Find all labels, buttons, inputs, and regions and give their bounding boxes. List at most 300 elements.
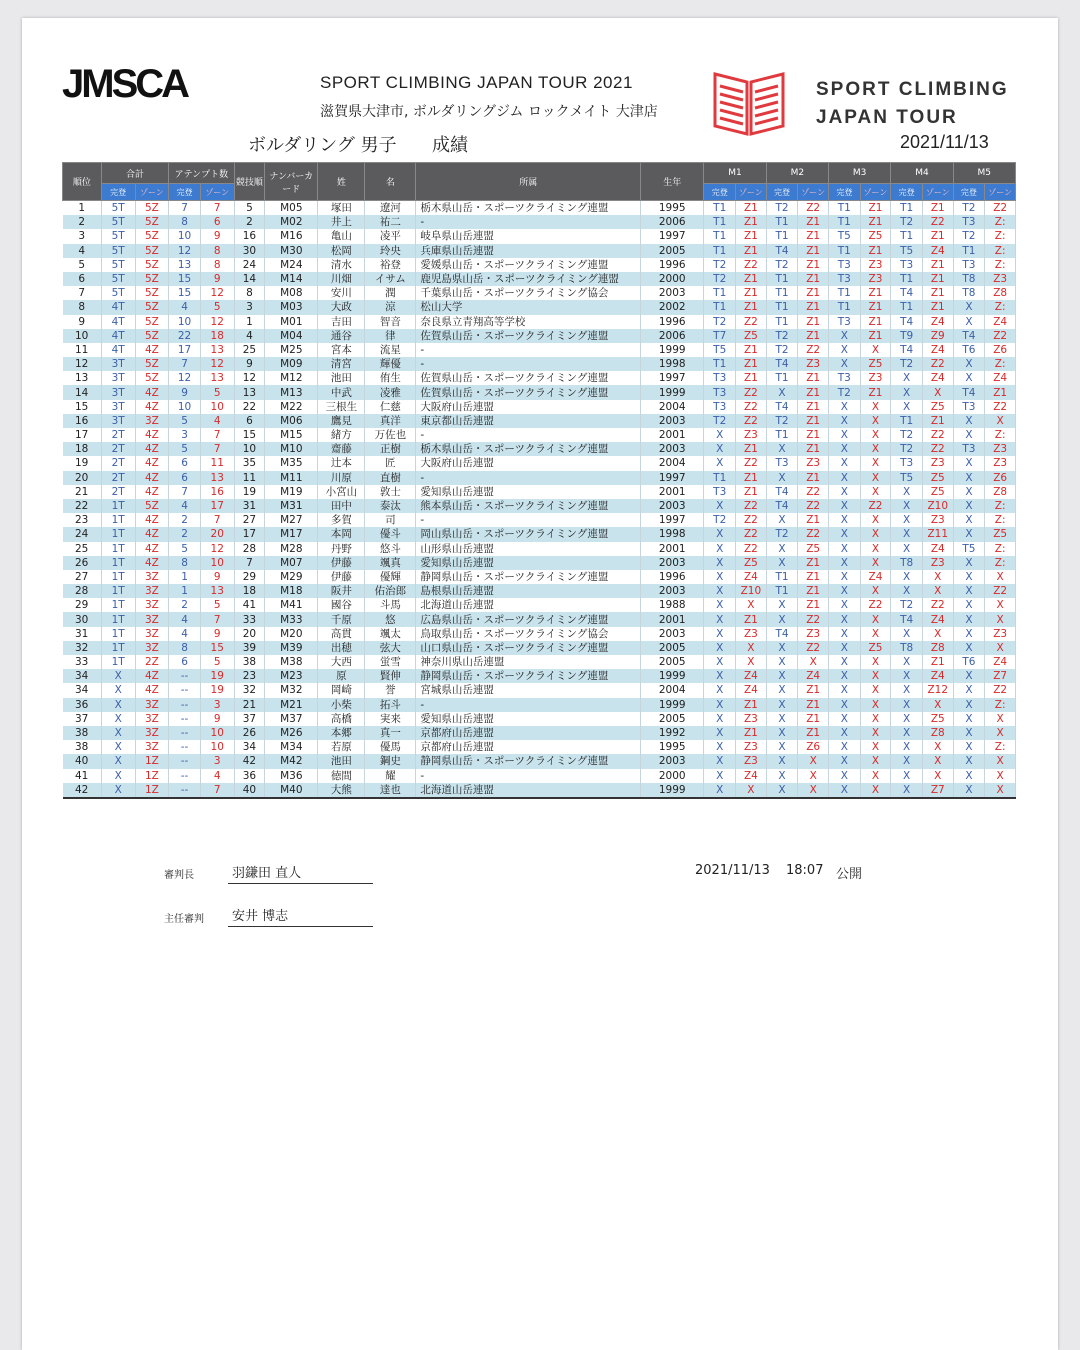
cell-total-top: 4T	[101, 315, 135, 329]
cell-first-name: 輝優	[365, 357, 416, 371]
cell-first-name: 悠斗	[365, 542, 416, 556]
cell-attempts-top: 2	[169, 598, 201, 612]
cell-m4-top: X	[891, 584, 923, 598]
cell-number-card: M16	[265, 229, 318, 243]
cell-m5-top: T8	[953, 286, 985, 300]
cell-m3-top: X	[829, 612, 861, 626]
table-row	[63, 584, 1016, 598]
head-judge-name: 安井 博志	[232, 909, 289, 924]
cell-total-zone: 3Z	[135, 627, 169, 641]
cell-last-name: 高橋	[318, 712, 365, 726]
col-m4: M4	[891, 163, 953, 184]
cell-m5-zone: Z4	[985, 655, 1016, 669]
cell-order: 18	[234, 584, 265, 598]
cell-rank: 24	[63, 527, 102, 541]
cell-m4-top: X	[891, 385, 923, 399]
cell-affiliation: -	[416, 215, 641, 229]
cell-m5-top: X	[953, 726, 985, 740]
cell-attempts-top: 2	[169, 527, 201, 541]
cell-m1-top: X	[704, 783, 736, 798]
cell-m4-zone: Z4	[922, 612, 953, 626]
cell-first-name: 佑治郎	[365, 584, 416, 598]
cell-affiliation: -	[416, 769, 641, 783]
cell-m5-top: X	[953, 499, 985, 513]
cell-m4-top: T5	[891, 244, 923, 258]
cell-attempts-top: 8	[169, 641, 201, 655]
table-row	[63, 698, 1016, 712]
table-row	[63, 244, 1016, 258]
cell-first-name: 悠	[365, 612, 416, 626]
cell-attempts-zone: 12	[200, 286, 234, 300]
cell-m2-top: T1	[766, 315, 798, 329]
cell-first-name: 遼河	[365, 201, 416, 216]
cell-m2-top: T1	[766, 286, 798, 300]
table-row	[63, 286, 1016, 300]
cell-birth-year: 2000	[641, 769, 704, 783]
cell-m5-top: X	[953, 428, 985, 442]
cell-m4-zone: X	[922, 698, 953, 712]
cell-m5-top: X	[953, 414, 985, 428]
cell-m1-top: X	[704, 598, 736, 612]
cell-attempts-zone: 5	[200, 655, 234, 669]
cell-m1-top: T3	[704, 400, 736, 414]
cell-m2-top: T2	[766, 343, 798, 357]
cell-total-top: 1T	[101, 655, 135, 669]
cell-m1-zone: Z3	[736, 740, 767, 754]
cell-m3-zone: X	[860, 683, 891, 697]
cell-number-card: M18	[265, 584, 318, 598]
cell-m3-zone: X	[860, 485, 891, 499]
cell-m1-top: X	[704, 499, 736, 513]
cell-rank: 41	[63, 769, 102, 783]
cell-m1-zone: Z5	[736, 329, 767, 343]
cell-m5-zone: Z:	[985, 258, 1016, 272]
table-row	[63, 783, 1016, 798]
cell-rank: 25	[63, 542, 102, 556]
cell-m5-top: X	[953, 371, 985, 385]
cell-rank: 19	[63, 456, 102, 470]
cell-m5-top: T5	[953, 542, 985, 556]
cell-m3-top: X	[829, 698, 861, 712]
cell-m5-zone: Z8	[985, 485, 1016, 499]
cell-m5-zone: Z7	[985, 669, 1016, 683]
col-m1: M1	[704, 163, 766, 184]
cell-total-zone: 4Z	[135, 428, 169, 442]
cell-m4-zone: Z3	[922, 513, 953, 527]
cell-first-name: 真洋	[365, 414, 416, 428]
cell-order: 12	[234, 371, 265, 385]
cell-first-name: 拓斗	[365, 698, 416, 712]
cell-m5-top: T8	[953, 272, 985, 286]
cell-rank: 3	[63, 229, 102, 243]
table-row	[63, 201, 1016, 216]
cell-m3-zone: X	[860, 612, 891, 626]
cell-birth-year: 2003	[641, 286, 704, 300]
cell-number-card: M39	[265, 641, 318, 655]
table-row	[63, 371, 1016, 385]
cell-first-name: 颯太	[365, 627, 416, 641]
cell-last-name: 安川	[318, 286, 365, 300]
cell-m3-top: X	[829, 740, 861, 754]
cell-m5-zone: Z:	[985, 513, 1016, 527]
cell-attempts-top: 6	[169, 655, 201, 669]
cell-m3-top: X	[829, 456, 861, 470]
cell-affiliation: 熊本県山岳・スポーツクライミング連盟	[416, 499, 641, 513]
cell-first-name: 直樹	[365, 471, 416, 485]
cell-m1-top: T1	[704, 300, 736, 314]
cell-order: 27	[234, 513, 265, 527]
table-row	[63, 300, 1016, 314]
cell-last-name: 出穂	[318, 641, 365, 655]
cell-last-name: 大西	[318, 655, 365, 669]
cell-m5-top: T3	[953, 215, 985, 229]
cell-m2-top: X	[766, 612, 798, 626]
sub-zone: ゾーン	[135, 184, 169, 201]
cell-rank: 4	[63, 244, 102, 258]
cell-m2-top: X	[766, 556, 798, 570]
cell-birth-year: 2005	[641, 244, 704, 258]
cell-total-zone: 5Z	[135, 357, 169, 371]
cell-m4-zone: Z2	[922, 215, 953, 229]
cell-m1-zone: Z1	[736, 229, 767, 243]
cell-m3-zone: X	[860, 471, 891, 485]
cell-last-name: 清宮	[318, 357, 365, 371]
cell-m5-zone: Z:	[985, 428, 1016, 442]
cell-m1-top: X	[704, 754, 736, 768]
cell-last-name: 池田	[318, 754, 365, 768]
cell-total-top: X	[101, 698, 135, 712]
cell-m3-zone: Z2	[860, 499, 891, 513]
cell-total-top: 4T	[101, 329, 135, 343]
cell-m4-zone: Z1	[922, 272, 953, 286]
cell-m3-zone: X	[860, 754, 891, 768]
cell-m1-zone: Z1	[736, 215, 767, 229]
cell-m2-zone: Z3	[798, 627, 829, 641]
cell-rank: 2	[63, 215, 102, 229]
cell-last-name: 辻本	[318, 456, 365, 470]
cell-m3-top: X	[829, 329, 861, 343]
cell-total-zone: 4Z	[135, 669, 169, 683]
cell-m2-top: X	[766, 783, 798, 798]
cell-total-zone: 3Z	[135, 712, 169, 726]
cell-m4-zone: Z3	[922, 456, 953, 470]
cell-m5-zone: Z2	[985, 584, 1016, 598]
cell-rank: 10	[63, 329, 102, 343]
cell-m3-zone: X	[860, 400, 891, 414]
cell-last-name: 多賀	[318, 513, 365, 527]
cell-m3-top: T1	[829, 244, 861, 258]
cell-m2-zone: Z2	[798, 343, 829, 357]
cell-m2-top: X	[766, 655, 798, 669]
cell-first-name: 鋼史	[365, 754, 416, 768]
cell-m1-top: T7	[704, 329, 736, 343]
cell-m5-top: T6	[953, 655, 985, 669]
cell-number-card: M26	[265, 726, 318, 740]
cell-first-name: 実来	[365, 712, 416, 726]
cell-m4-top: X	[891, 712, 923, 726]
cell-order: 3	[234, 300, 265, 314]
cell-affiliation: 静岡県山岳・スポーツクライミング連盟	[416, 754, 641, 768]
cell-m1-zone: Z2	[736, 315, 767, 329]
table-row	[63, 542, 1016, 556]
cell-total-zone: 3Z	[135, 598, 169, 612]
cell-attempts-top: --	[169, 754, 201, 768]
cell-total-top: X	[101, 712, 135, 726]
cell-last-name: 若原	[318, 740, 365, 754]
cell-affiliation: 静岡県山岳・スポーツクライミング連盟	[416, 570, 641, 584]
cell-rank: 18	[63, 442, 102, 456]
results-body	[63, 201, 1016, 798]
cell-m4-zone: Z8	[922, 726, 953, 740]
cell-birth-year: 2003	[641, 499, 704, 513]
cell-m5-top: T1	[953, 244, 985, 258]
cell-m5-zone: X	[985, 769, 1016, 783]
cell-total-zone: 5Z	[135, 329, 169, 343]
cell-m2-zone: Z1	[798, 315, 829, 329]
cell-last-name: 通谷	[318, 329, 365, 343]
tour-logo-text	[816, 76, 1009, 132]
cell-total-top: 1T	[101, 513, 135, 527]
cell-order: 22	[234, 400, 265, 414]
cell-first-name: 祐二	[365, 215, 416, 229]
cell-m3-top: X	[829, 769, 861, 783]
cell-m1-top: X	[704, 740, 736, 754]
cell-last-name: 清水	[318, 258, 365, 272]
cell-m5-zone: Z:	[985, 698, 1016, 712]
cell-m4-top: T1	[891, 300, 923, 314]
cell-m4-top: X	[891, 726, 923, 740]
cell-attempts-top: 7	[169, 357, 201, 371]
cell-first-name: 弦大	[365, 641, 416, 655]
cell-m4-top: T3	[891, 258, 923, 272]
cell-m1-top: X	[704, 769, 736, 783]
cell-m2-zone: Z2	[798, 499, 829, 513]
cell-rank: 8	[63, 300, 102, 314]
cell-affiliation: -	[416, 513, 641, 527]
cell-m1-top: T2	[704, 272, 736, 286]
cell-total-zone: 5Z	[135, 201, 169, 216]
cell-m4-zone: Z1	[922, 258, 953, 272]
cell-last-name: 國谷	[318, 598, 365, 612]
cell-attempts-zone: 5	[200, 598, 234, 612]
tour-book-icon	[712, 68, 786, 136]
cell-number-card: M03	[265, 300, 318, 314]
sub-zone: ゾーン	[200, 184, 234, 201]
cell-order: 42	[234, 754, 265, 768]
cell-rank: 12	[63, 357, 102, 371]
event-name: ボルダリング 男子	[248, 135, 397, 156]
cell-m1-zone: X	[736, 655, 767, 669]
cell-attempts-top: --	[169, 698, 201, 712]
cell-attempts-top: --	[169, 769, 201, 783]
cell-m2-top: X	[766, 740, 798, 754]
cell-m5-top: T4	[953, 329, 985, 343]
cell-m3-top: X	[829, 499, 861, 513]
cell-m3-top: X	[829, 485, 861, 499]
cell-affiliation: 北海道山岳連盟	[416, 598, 641, 612]
cell-m4-top: T2	[891, 357, 923, 371]
cell-attempts-zone: 9	[200, 570, 234, 584]
cell-total-zone: 5Z	[135, 315, 169, 329]
cell-attempts-zone: 10	[200, 556, 234, 570]
cell-first-name: 優斗	[365, 527, 416, 541]
cell-affiliation: 山口県山岳・スポーツクライミング連盟	[416, 641, 641, 655]
cell-affiliation: 佐賀県山岳・スポーツクライミング連盟	[416, 385, 641, 399]
cell-order: 15	[234, 428, 265, 442]
cell-attempts-zone: 15	[200, 641, 234, 655]
cell-first-name: 達也	[365, 783, 416, 798]
cell-rank: 30	[63, 612, 102, 626]
cell-m5-zone: X	[985, 712, 1016, 726]
cell-attempts-top: 1	[169, 570, 201, 584]
head-judge-line	[228, 926, 373, 927]
cell-first-name: 耀	[365, 769, 416, 783]
cell-m3-top: X	[829, 726, 861, 740]
cell-m2-top: X	[766, 513, 798, 527]
cell-order: 38	[234, 655, 265, 669]
cell-birth-year: 2005	[641, 641, 704, 655]
cell-m2-zone: Z1	[798, 300, 829, 314]
cell-birth-year: 2003	[641, 627, 704, 641]
cell-m3-zone: X	[860, 740, 891, 754]
cell-first-name: 万佐也	[365, 428, 416, 442]
cell-birth-year: 1996	[641, 315, 704, 329]
published-status: 公開	[836, 867, 863, 882]
cell-first-name: 潤	[365, 286, 416, 300]
cell-m5-zone: Z:	[985, 542, 1016, 556]
cell-m4-zone: X	[922, 385, 953, 399]
cell-number-card: M12	[265, 371, 318, 385]
cell-m4-zone: Z2	[922, 357, 953, 371]
cell-birth-year: 1988	[641, 598, 704, 612]
venue-location: 滋賀県大津市, ボルダリングジム ロックメイト 大津店	[320, 104, 658, 120]
cell-m1-top: T1	[704, 286, 736, 300]
table-row	[63, 315, 1016, 329]
cell-total-zone: 4Z	[135, 542, 169, 556]
cell-total-top: 5T	[101, 201, 135, 216]
cell-attempts-zone: 10	[200, 740, 234, 754]
cell-m4-zone: Z12	[922, 683, 953, 697]
cell-attempts-zone: 11	[200, 456, 234, 470]
cell-m3-zone: Z2	[860, 598, 891, 612]
table-row	[63, 485, 1016, 499]
cell-birth-year: 2001	[641, 612, 704, 626]
cell-m2-top: X	[766, 769, 798, 783]
cell-number-card: M37	[265, 712, 318, 726]
cell-m4-top: X	[891, 783, 923, 798]
table-row	[63, 570, 1016, 584]
cell-total-top: 3T	[101, 385, 135, 399]
cell-m5-top: X	[953, 584, 985, 598]
cell-rank: 1	[63, 201, 102, 216]
cell-m1-top: T1	[704, 229, 736, 243]
cell-attempts-zone: 18	[200, 329, 234, 343]
cell-m3-top: X	[829, 542, 861, 556]
cell-first-name: 裕登	[365, 258, 416, 272]
cell-first-name: イサム	[365, 272, 416, 286]
cell-m5-top: X	[953, 456, 985, 470]
cell-m4-zone: Z4	[922, 343, 953, 357]
cell-m3-zone: X	[860, 527, 891, 541]
cell-attempts-zone: 12	[200, 315, 234, 329]
cell-attempts-top: 10	[169, 400, 201, 414]
cell-m2-top: X	[766, 712, 798, 726]
cell-total-top: 5T	[101, 215, 135, 229]
cell-m5-top: X	[953, 783, 985, 798]
cell-m5-top: T2	[953, 201, 985, 216]
cell-m5-zone: X	[985, 598, 1016, 612]
cell-attempts-zone: 5	[200, 300, 234, 314]
cell-m4-zone: Z2	[922, 442, 953, 456]
cell-m2-zone: Z2	[798, 612, 829, 626]
cell-m1-zone: Z4	[736, 683, 767, 697]
cell-m4-zone: Z7	[922, 783, 953, 798]
table-row	[63, 471, 1016, 485]
cell-m2-zone: Z1	[798, 414, 829, 428]
cell-order: 41	[234, 598, 265, 612]
cell-total-zone: 3Z	[135, 584, 169, 598]
cell-m3-zone: Z5	[860, 357, 891, 371]
cell-attempts-top: 17	[169, 343, 201, 357]
cell-m5-zone: Z6	[985, 471, 1016, 485]
cell-rank: 15	[63, 400, 102, 414]
cell-first-name: 玲央	[365, 244, 416, 258]
cell-number-card: M25	[265, 343, 318, 357]
cell-m2-zone: Z1	[798, 258, 829, 272]
table-row	[63, 740, 1016, 754]
cell-m2-top: T4	[766, 627, 798, 641]
cell-affiliation: 松山大学	[416, 300, 641, 314]
cell-rank: 36	[63, 698, 102, 712]
cell-m2-zone: X	[798, 655, 829, 669]
cell-rank: 32	[63, 641, 102, 655]
cell-m1-zone: Z4	[736, 669, 767, 683]
cell-number-card: M17	[265, 527, 318, 541]
table-row	[63, 669, 1016, 683]
col-total: 合計	[101, 163, 168, 184]
cell-first-name: 賢伸	[365, 669, 416, 683]
cell-order: 11	[234, 471, 265, 485]
cell-m4-zone: Z5	[922, 712, 953, 726]
cell-total-zone: 3Z	[135, 698, 169, 712]
cell-m1-zone: X	[736, 598, 767, 612]
cell-m2-zone: Z1	[798, 286, 829, 300]
cell-last-name: 田中	[318, 499, 365, 513]
cell-attempts-zone: 19	[200, 683, 234, 697]
cell-total-zone: 1Z	[135, 783, 169, 798]
cell-m2-top: T1	[766, 428, 798, 442]
cell-m2-top: X	[766, 754, 798, 768]
cell-m2-zone: Z5	[798, 542, 829, 556]
cell-total-top: 1T	[101, 612, 135, 626]
cell-m1-zone: Z1	[736, 357, 767, 371]
cell-last-name: 井上	[318, 215, 365, 229]
table-row	[63, 329, 1016, 343]
cell-attempts-top: 6	[169, 471, 201, 485]
cell-m1-zone: Z1	[736, 485, 767, 499]
cell-m3-top: X	[829, 783, 861, 798]
cell-attempts-zone: 10	[200, 400, 234, 414]
cell-m5-zone: Z3	[985, 456, 1016, 470]
cell-number-card: M42	[265, 754, 318, 768]
cell-m5-zone: X	[985, 754, 1016, 768]
sub-top: 完登	[101, 184, 135, 201]
cell-m1-top: X	[704, 683, 736, 697]
cell-number-card: M35	[265, 456, 318, 470]
cell-number-card: M23	[265, 669, 318, 683]
sub-top: 完登	[829, 184, 861, 201]
cell-m2-zone: Z1	[798, 400, 829, 414]
